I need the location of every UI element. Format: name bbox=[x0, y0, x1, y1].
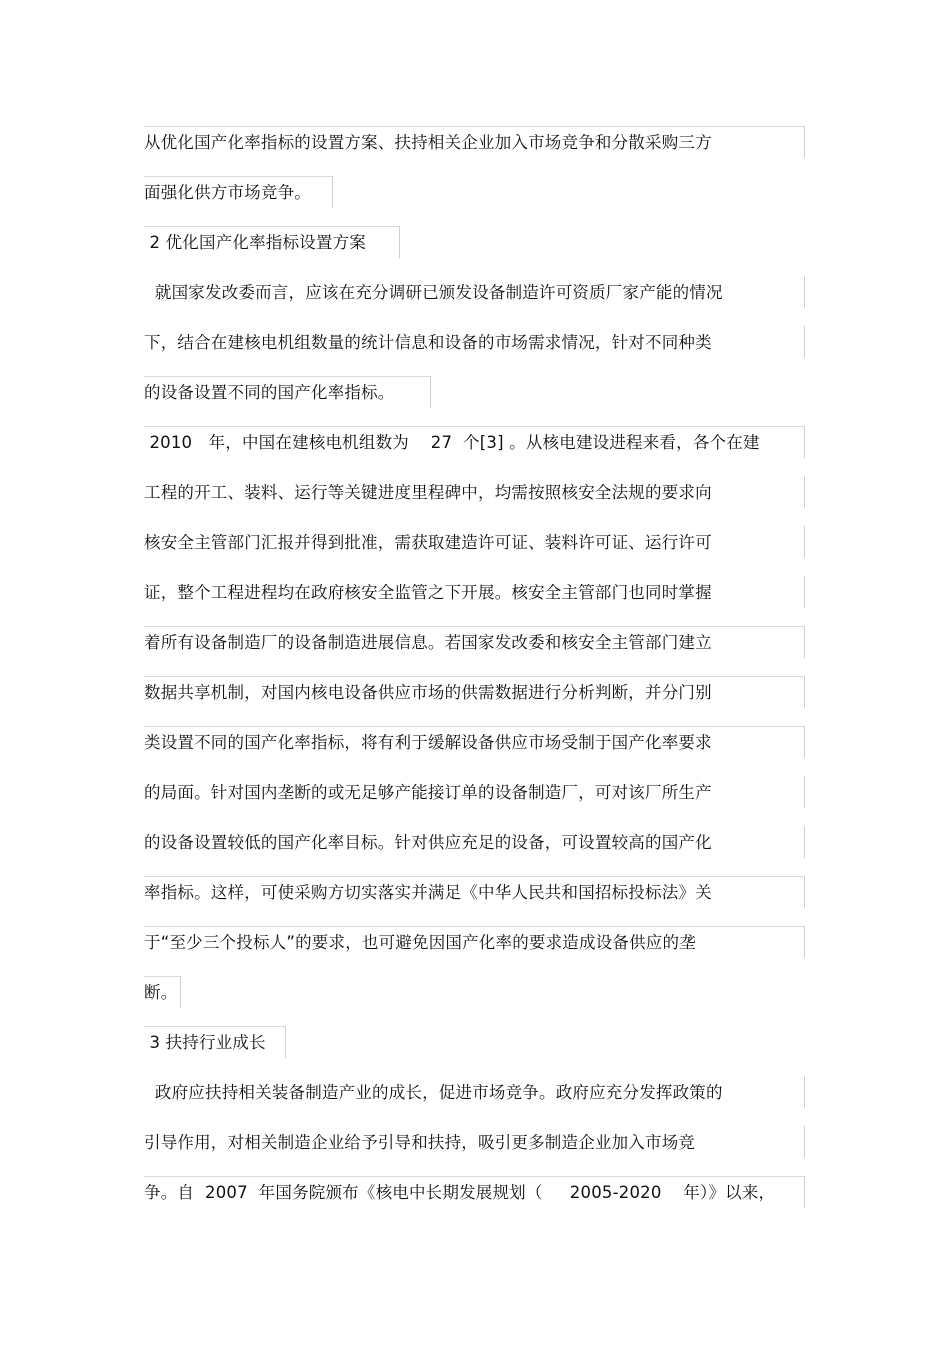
paragraph-line: 争。自 2007 年国务院颁布《核电中长期发展规划（ 2005-2020 年）》以来， bbox=[144, 1183, 776, 1202]
paragraph-line: 工程的开工、装料、运行等关键进度里程碑中，均需按照核安全法规的要求向 bbox=[144, 483, 712, 502]
section-heading: 2 优化国产化率指标设置方案 bbox=[144, 233, 366, 252]
paragraph-line: 的设备设置较低的国产化率目标。针对供应充足的设备，可设置较高的国产化 bbox=[144, 833, 712, 852]
paragraph-line: 政府应扶持相关装备制造产业的成长，促进市场竞争。政府应充分发挥政策的 bbox=[144, 1083, 723, 1102]
paragraph-line: 就国家发改委而言，应该在充分调研已颁发设备制造许可资质厂家产能的情况 bbox=[144, 283, 723, 302]
paragraph-line: 类设置不同的国产化率指标，将有利于缓解设备供应市场受制于国产化率要求 bbox=[144, 733, 712, 752]
cell-border bbox=[804, 1076, 805, 1108]
cell-border bbox=[804, 426, 805, 458]
paragraph-line: 下，结合在建核电机组数量的统计信息和设备的市场需求情况，针对不同种类 bbox=[144, 333, 712, 352]
cell-border bbox=[804, 876, 805, 908]
cell-border bbox=[804, 576, 805, 608]
cell-border bbox=[804, 826, 805, 858]
cell-border bbox=[804, 776, 805, 808]
cell-border bbox=[804, 276, 805, 308]
paragraph-line: 数据共享机制，对国内核电设备供应市场的供需数据进行分析判断，并分门别 bbox=[144, 683, 712, 702]
paragraph-line: 于“至少三个投标人”的要求，也可避免因国产化率的要求造成设备供应的垄 bbox=[144, 933, 696, 952]
paragraph-line: 断。 bbox=[144, 983, 178, 1002]
paragraph-line: 着所有设备制造厂的设备制造进展信息。若国家发改委和核安全主管部门建立 bbox=[144, 633, 712, 652]
paragraph-line: 2010 年，中国在建核电机组数为 27 个[3] 。从核电建设进程来看，各个在建 bbox=[144, 433, 760, 452]
section-heading: 3 扶持行业成长 bbox=[144, 1033, 266, 1052]
cell-border bbox=[804, 626, 805, 658]
cell-border bbox=[332, 176, 333, 208]
cell-border bbox=[804, 1176, 805, 1208]
paragraph-line: 引导作用，对相关制造企业给予引导和扶持，吸引更多制造企业加入市场竞 bbox=[144, 1133, 696, 1152]
cell-border bbox=[804, 326, 805, 358]
cell-border bbox=[180, 976, 181, 1008]
cell-border bbox=[399, 226, 400, 258]
cell-border bbox=[804, 676, 805, 708]
paragraph-line: 从优化国产化率指标的设置方案、扶持相关企业加入市场竞争和分散采购三方 bbox=[144, 133, 712, 152]
paragraph-line: 率指标。这样，可使采购方切实落实并满足《中华人民共和国招标投标法》关 bbox=[144, 883, 712, 902]
cell-border bbox=[430, 376, 431, 408]
paragraph-line: 核安全主管部门汇报并得到批准，需获取建造许可证、装料许可证、运行许可 bbox=[144, 533, 712, 552]
cell-border bbox=[285, 1026, 286, 1058]
cell-border bbox=[804, 476, 805, 508]
paragraph-line: 的设备设置不同的国产化率指标。 bbox=[144, 383, 395, 402]
paragraph-line: 面强化供方市场竞争。 bbox=[144, 183, 311, 202]
cell-border bbox=[804, 1126, 805, 1158]
cell-border bbox=[804, 926, 805, 958]
paragraph-line: 证，整个工程进程均在政府核安全监管之下开展。核安全主管部门也同时掌握 bbox=[144, 583, 712, 602]
cell-border bbox=[804, 526, 805, 558]
paragraph-line: 的局面。针对国内垄断的或无足够产能接订单的设备制造厂，可对该厂所生产 bbox=[144, 783, 712, 802]
cell-border bbox=[804, 126, 805, 158]
cell-border bbox=[804, 726, 805, 758]
